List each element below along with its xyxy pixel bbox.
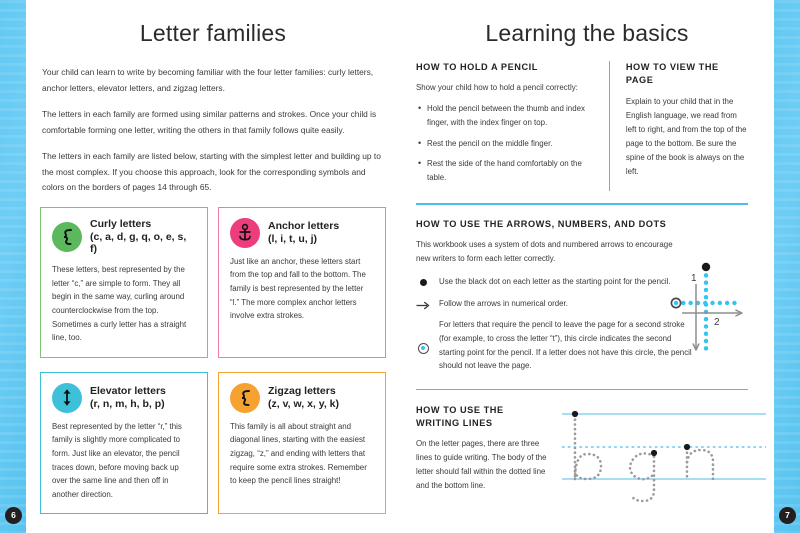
- glyph-text-black-dot: Use the black dot on each letter as the starting point for the pencil.: [439, 277, 671, 287]
- stroke-arrow-2: [682, 310, 742, 328]
- right-page-content: [416, 61, 748, 508]
- divider-rule-bottom: [416, 389, 748, 390]
- start-dot: [702, 262, 710, 270]
- lead-arrows-numbers-dots: This workbook uses a system of dots and numbered arrows to encourage new writers to form each letter correctly.: [416, 240, 673, 264]
- card-header-anchor: [230, 218, 374, 248]
- section-view-the-page: [609, 61, 748, 191]
- card-subtitle-elevator: (r, n, m, h, b, p): [90, 397, 165, 410]
- right-page-edge-strip: [774, 0, 800, 533]
- anchor-icon: [237, 223, 253, 243]
- section-hold-a-pencil: [416, 61, 609, 191]
- right-page-title: Learning the basics: [485, 20, 689, 46]
- card-subtitle-curly: (c, a, d, g, q, o, e, s, f): [90, 230, 187, 256]
- intro-paragraph-3: The letters in each family are listed below, starting with the simplest letter and building up to the most complex. If you choose this approach, look for the corresponding symbols and colors on the borders of pages 14 through 65.: [42, 151, 381, 193]
- card-title-anchor: Anchor letters: [268, 220, 340, 233]
- heading-arrows-numbers-dots: HOW TO USE THE ARROWS, NUMBERS, AND DOTS: [416, 218, 667, 229]
- card-anchor-letters[interactable]: [218, 207, 386, 358]
- start-dot-g: [651, 450, 657, 456]
- trace-letter-g: [630, 450, 657, 501]
- card-titles-anchor: [268, 220, 339, 246]
- heading-view-the-page: HOW TO VIEW THE PAGE: [625, 62, 719, 86]
- card-body-elevator: Best represented by the letter “r,” this family is slightly more complicated to form. Just like an elevator, the pencil traces down, before moving back up over the same line and then off in another direction.: [52, 421, 182, 499]
- list-item: • Rest the side of the hand comfortably on the table.: [427, 157, 595, 184]
- card-body-curly: These letters, best represented by the letter “c,” are simple to form. They all begin in the same way, curling around counterclockwise from the top. Sometimes a curly letter has a straight line, too.: [52, 265, 187, 343]
- list-item: • Hold the pencil between the thumb and index finger, with the index finger on top.: [427, 102, 595, 129]
- divider-rule-top: [416, 203, 748, 204]
- target-circle-icon: [416, 338, 430, 354]
- page-number-left: 6: [5, 507, 22, 524]
- stroke-label-1: 1: [691, 272, 697, 284]
- basics-two-column: [416, 61, 748, 191]
- glyph-text-second-stroke: For letters that require the pencil to leave the page for a second stroke (for example, to cross the letter “t”), this circle indicates the second starting point for the pencil. If a letter does not have this circle, the pencil should not leave the page.: [439, 320, 692, 371]
- card-body-anchor: Just like an anchor, these letters start from the top and fall to the bottom. The family is best represented by the letter “l.” The more complex anchor letters involve extra strokes.: [230, 256, 366, 321]
- left-page-title: Letter families: [139, 20, 287, 46]
- left-page-edge-strip: [0, 0, 26, 533]
- glyph-text-arrows-order: Follow the arrows in numerical order.: [439, 298, 568, 308]
- card-title-elevator: Elevator letters: [90, 384, 166, 397]
- card-titles-elevator: [90, 385, 166, 411]
- stroke-label-2: 2: [714, 316, 720, 328]
- heading-writing-lines: [416, 404, 548, 431]
- left-page: [26, 0, 400, 533]
- card-title-zigzag: Zigzag letters: [268, 384, 336, 397]
- elevator-badge: [52, 383, 82, 413]
- card-curly-letters[interactable]: [40, 207, 208, 358]
- second-start-circle: [671, 298, 680, 307]
- card-title-curly: Curly letters: [90, 217, 152, 230]
- letter-t-stroke-demo: [662, 260, 754, 360]
- card-titles-zigzag: [268, 385, 339, 411]
- list-item: • Rest the pencil on the middle finger.: [427, 137, 595, 151]
- heading-writing-lines-line2: WRITING LINES: [416, 418, 493, 429]
- section-writing-lines: [416, 404, 748, 508]
- card-header-elevator: [52, 383, 196, 413]
- filled-dot-icon: [416, 275, 430, 286]
- squiggle-icon: [60, 227, 75, 247]
- lead-hold-a-pencil: Show your child how to hold a pencil correctly:: [416, 83, 578, 93]
- card-header-zigzag: [230, 383, 374, 413]
- right-page: [400, 0, 774, 533]
- intro-paragraph-1: Your child can learn to write by becoming familiar with the four letter families: curly letters, anchor letters, elevator letters, and zigzag letters.: [42, 67, 374, 93]
- intro-paragraph-2: The letters in each family are formed using similar patterns and strokes. Once your child is comfortable forming one letter, writing the others in that family follows quite easily.: [42, 109, 377, 135]
- card-elevator-letters[interactable]: [40, 372, 208, 515]
- card-body-zigzag: This family is all about straight and diagonal lines, starting with the easiest zigzag, “z,” and ending with letters that require some extra strokes. Remember to keep the pencil lines straight!: [230, 421, 367, 486]
- card-header-curly: [52, 218, 196, 256]
- section-arrows-numbers-dots: [416, 218, 748, 373]
- card-subtitle-anchor: (l, i, t, u, j): [268, 232, 317, 245]
- card-zigzag-letters[interactable]: [218, 372, 386, 515]
- zigzag-icon: [238, 388, 253, 408]
- letter-family-cards: [40, 207, 386, 515]
- arrow-right-icon: [416, 297, 430, 310]
- updown-arrow-icon: [60, 387, 74, 408]
- anchor-badge: [230, 218, 260, 248]
- zigzag-badge: [230, 383, 260, 413]
- trace-letter-b: [572, 411, 601, 479]
- writing-lines-text: [416, 404, 548, 508]
- trace-letter-n: [684, 444, 713, 479]
- writing-lines-demo: [558, 404, 768, 508]
- curly-badge: [52, 222, 82, 252]
- heading-hold-a-pencil: HOW TO HOLD A PENCIL: [416, 62, 538, 72]
- stroke-arrow-1: [691, 273, 699, 350]
- heading-writing-lines-line1: HOW TO USE THE: [416, 405, 504, 415]
- page-number-right: 7: [779, 507, 796, 524]
- card-subtitle-zigzag: (z, v, w, x, y, k): [268, 397, 339, 410]
- body-view-the-page: Explain to your child that in the English language, we read from left to right, and from the top of the page to the bottom. Be sure the spine of the book is always on the left.: [625, 96, 747, 176]
- hold-pencil-bullet-list: [416, 102, 595, 184]
- start-dot-b: [572, 411, 578, 417]
- intro-text-block: [42, 65, 384, 196]
- card-titles-curly: [90, 218, 196, 256]
- body-writing-lines: On the letter pages, there are three lines to guide writing. The body of the letter should fall within the dotted line and the bottom line.: [416, 438, 547, 490]
- start-dot-n: [684, 444, 690, 450]
